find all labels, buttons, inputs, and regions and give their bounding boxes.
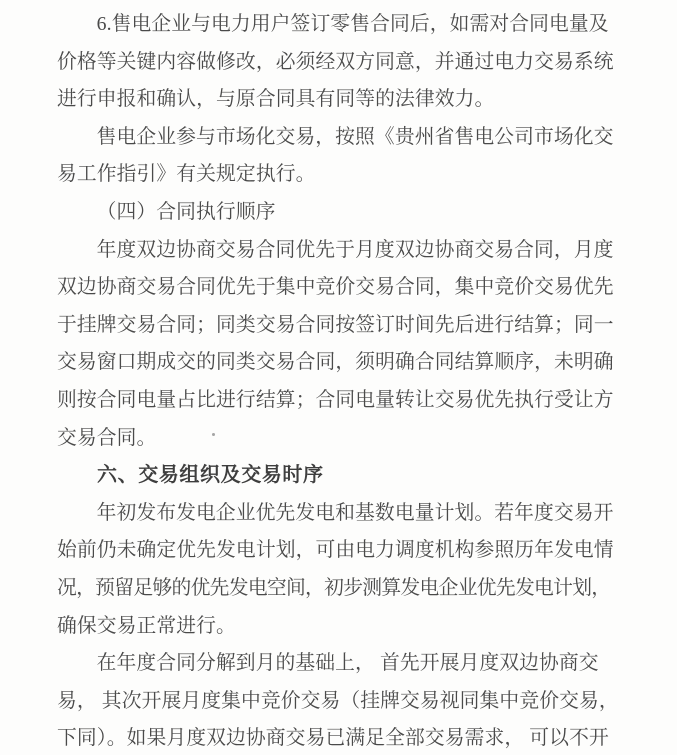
ink-dot-artifact — [212, 433, 215, 436]
text-line: 则按合同电量占比进行结算；合同电量转让交易优先执行受让方 — [57, 388, 614, 411]
text-line: 于挂牌交易合同；同类交易合同按签订时间先后进行结算；同一 — [57, 313, 614, 336]
text-line: 况，预留足够的优先发电空间，初步测算发电企业优先发电计划， — [57, 576, 611, 599]
text-line: 易工作指引》有关规定执行。 — [57, 163, 316, 186]
text-line: 年度双边协商交易合同优先于月度双边协商交易合同，月度 — [96, 238, 614, 261]
text-line: 进行申报和确认，与原合同具有同等的法律效力。 — [57, 88, 495, 111]
text-line: 双边协商交易合同优先于集中竞价交易合同，集中竞价交易优先 — [57, 276, 614, 299]
text-line: 6.售电企业与电力用户签订零售合同后，如需对合同电量及 — [96, 13, 609, 35]
text-line: 确保交易正常进行。 — [57, 614, 236, 637]
section-subheading: （四）合同执行顺序 — [96, 200, 276, 223]
text-line: 价格等关键内容做修改，必须经双方同意，并通过电力交易系统 — [57, 50, 614, 73]
text-line: 始前仍未确定优先发电计划，可由电力调度机构参照历年发电情 — [57, 539, 614, 562]
section-heading: 六、交易组织及交易时序 — [97, 464, 324, 487]
text-line: 交易合同。 — [57, 426, 157, 449]
text-line: 易， 其次开展月度集中竞价交易（挂牌交易视同集中竞价交易， — [57, 689, 619, 712]
text-line: 售电企业参与市场化交易，按照《贵州省售电公司市场化交 — [96, 125, 614, 148]
text-line: 交易窗口期成交的同类交易合同，须明确合同结算顺序，未明确 — [57, 351, 614, 374]
text-line: 下同）。如果月度双边协商交易已满足全部交易需求， 可以不开 — [57, 727, 609, 750]
text-line: 年初发布发电企业优先发电和基数电量计划。若年度交易开 — [96, 501, 614, 524]
text-line: 在年度合同分解到月的基础上， 首先开展月度双边协商交 — [96, 652, 599, 675]
